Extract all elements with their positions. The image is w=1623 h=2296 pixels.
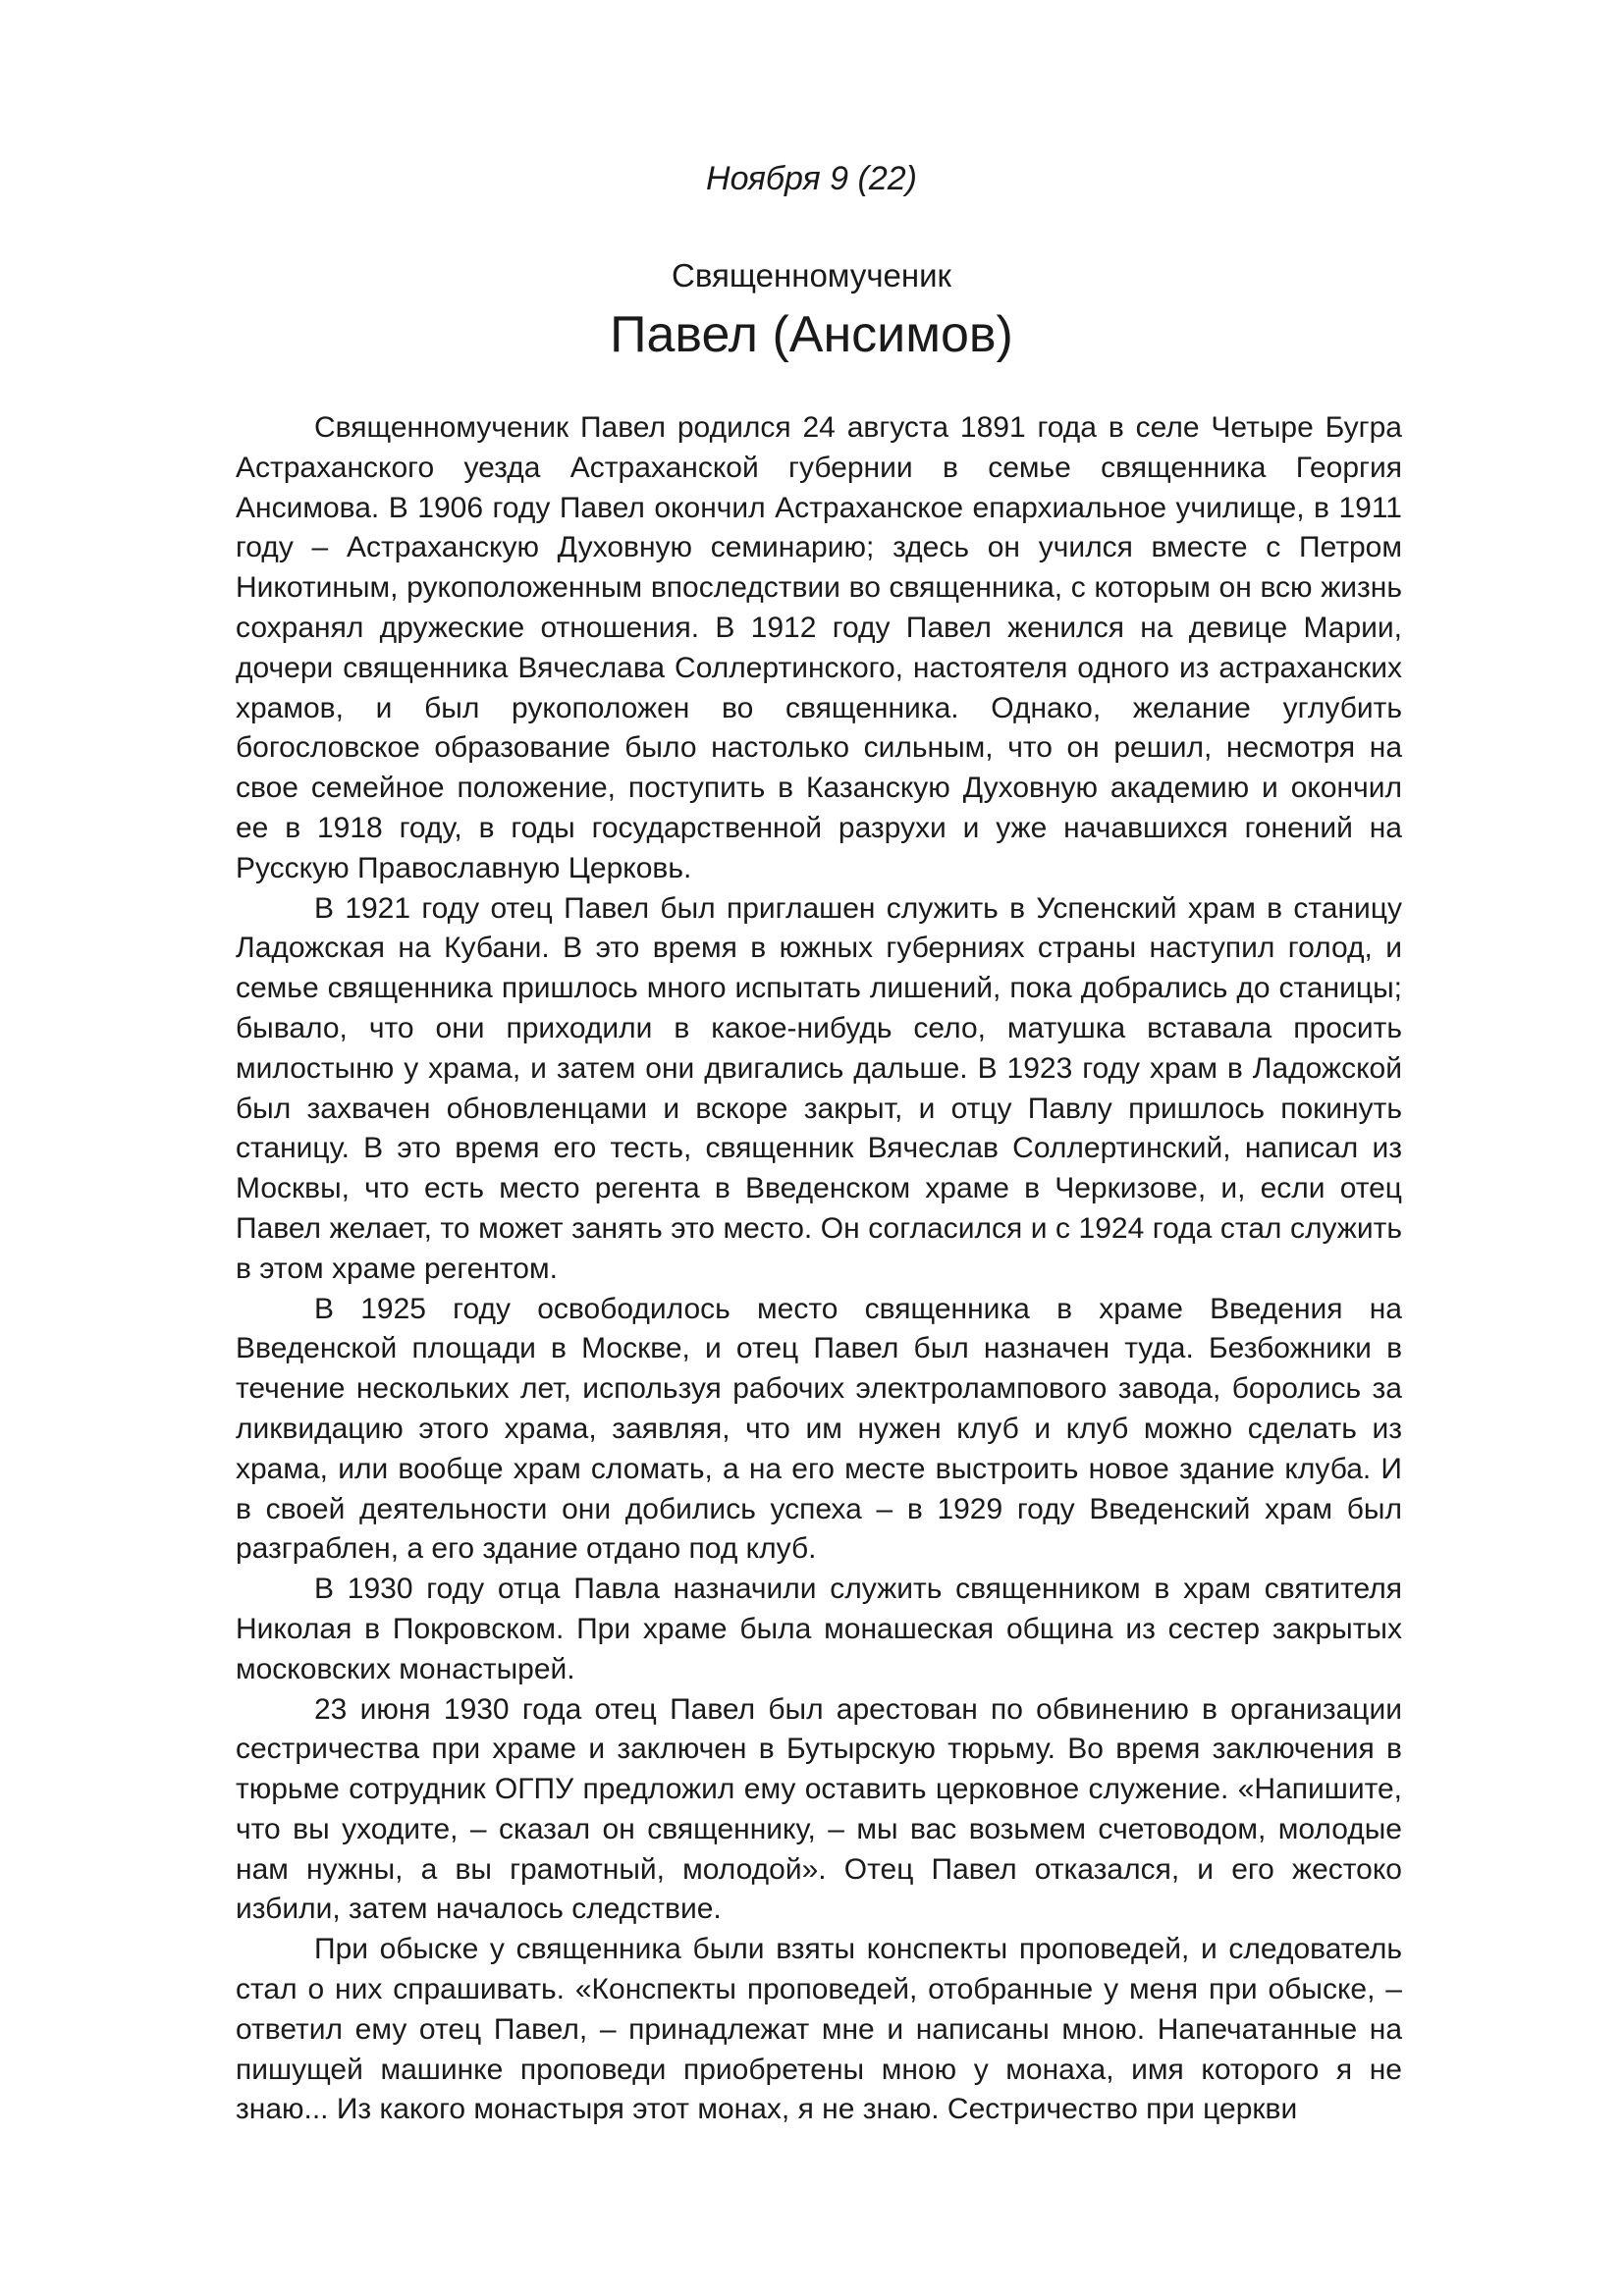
body-text: [236, 408, 1402, 2130]
paragraph-1: Священномученик Павел родился 24 августа 1891 года в селе Четыре Бугра Астраханского уезда Астраханской губернии в семье священника Георгия Ансимова. В 1906 году Павел окончил Астраханское епархиальное училище, в 1911 году – Астраханскую Духовную семинарию; здесь он учился вместе с Петром Никотиным, рукоположенным впоследствии во священника, с которым он всю жизнь сохранял дружеские отношения. В 1912 году Павел женился на девице Марии, дочери священника Вячеслава Соллертинского, настоятеля одного из астраханских храмов, и был рукоположен во священника. Однако, желание углубить богословское образование было настолько сильным, что он решил, несмотря на свое семейное положение, поступить в Казанскую Духовную академию и окончил ее в 1918 году, в годы государственной разрухи и уже начавшихся гонений на Русскую Православную Церковь.: [236, 411, 1402, 884]
paragraph-5: 23 июня 1930 года отец Павел был арестован по обвинению в организации сестричества при храме и заключен в Бутырскую тюрьму. Во время заключения в тюрьме сотрудник ОГПУ предложил ему оставить церковное служение. «Напишите, что вы уходите, – сказал он священнику, – мы вас возьмем счетоводом, молодые нам нужны, а вы грамотный, молодой». Отец Павел отказался, и его жестоко избили, затем началось следствие.: [236, 1692, 1402, 1926]
paragraph-3: В 1925 году освободилось место священника в храме Введения на Введенской площади в Москве, и отец Павел был назначен туда. Безбожники в течение нескольких лет, используя рабочих электролампового завода, боролись за ликвидацию этого храма, заявляя, что им нужен клуб и клуб можно сделать из храма, или вообще храм сломать, а на его месте выстроить новое здание клуба. И в своей деятельности они добились успеха – в 1929 году Введенский храм был разграблен, а его здание отдано под клуб.: [236, 1292, 1402, 1566]
page-title: Павел (Ансимов): [610, 306, 1013, 363]
saint-rank-subtitle: Священномученик: [672, 257, 951, 294]
paragraph-2: В 1921 году отец Павел был приглашен служить в Успенский храм в станицу Ладожская на Кубани. В это время в южных губерниях страны наступил голод, и семье священника пришлось много испытать лишений, пока добрались до станицы; бывало, что они приходили в какое-нибудь село, матушка вставала просить милостыню у храма, и затем они двигались дальше. В 1923 году храм в Ладожской был захвачен обновленцами и вскоре закрыт, и отцу Павлу пришлось покинуть станицу. В это время его тесть, священник Вячеслав Соллертинский, написал из Москвы, что есть место регента в Введенском храме в Черкизове, и, если отец Павел желает, то может занять это место. Он согласился и с 1924 года стал служить в этом храме регентом.: [236, 891, 1402, 1285]
date-heading: Ноября 9 (22): [706, 160, 917, 197]
paragraph-4: В 1930 году отца Павла назначили служить священником в храм святителя Николая в Покровском. При храме была монашеская община из сестер закрытых московских монастырей.: [236, 1573, 1402, 1685]
paragraph-6: При обыске у священника были взяты конспекты проповедей, и следователь стал о них спрашивать. «Конспекты проповедей, отобранные у меня при обыске, – ответил ему отец Павел, – принадлежат мне и написаны мною. Напечатанные на пишущей машинке проповеди приобретены мною у монаха, имя которого я не знаю... Из какого монастыря этот монах, я не знаю. Сестричество при церкви: [236, 1933, 1402, 2126]
